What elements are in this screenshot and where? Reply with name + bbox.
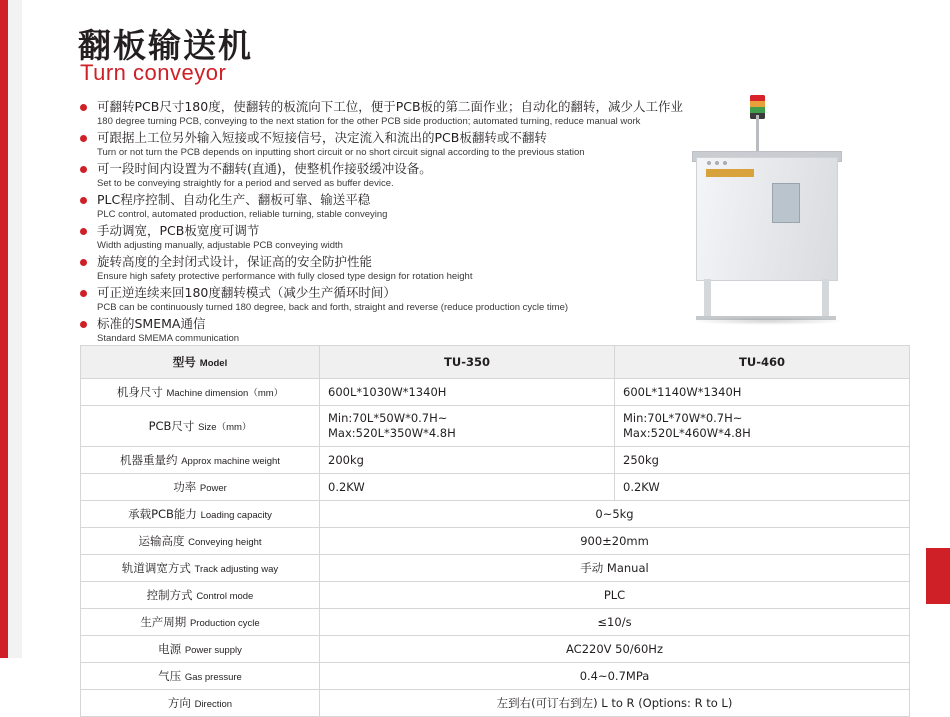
feature-text-cn: 可跟据上工位另外输入短接或不短接信号，决定流入和流出的PCB板翻转或不翻转: [97, 130, 547, 145]
list-item: [80, 316, 740, 345]
feature-text-en: PLC control, automated production, reliable turning, stable conveying: [97, 209, 388, 220]
list-item: [80, 161, 740, 190]
row-label: [81, 406, 320, 447]
row-label-cn: 功率: [173, 480, 197, 494]
row-label-en: Power supply: [184, 645, 242, 656]
row-label: [81, 663, 320, 690]
row-value-merged: 0~5kg: [320, 501, 910, 528]
row-label-en: Control mode: [196, 591, 254, 602]
right-accent-tab: [926, 548, 950, 604]
specification-table: [80, 345, 910, 717]
list-item: [80, 192, 740, 221]
feature-text-cn: 旋转高度的全封闭式设计，保证高的安全防护性能: [97, 254, 373, 269]
list-item: [80, 254, 740, 283]
pcb-size-max-2: Max:520L*460W*4.8H: [623, 426, 751, 440]
table-row: [81, 501, 910, 528]
machine-shadow: [690, 317, 846, 325]
table-header-model-1: TU-350: [320, 346, 615, 379]
row-label-en: Size（mm）: [198, 422, 252, 433]
row-value-model-1: [320, 406, 615, 447]
row-value-merged: PLC: [320, 582, 910, 609]
bullet-dot-icon: [80, 135, 87, 142]
row-value-model-1: 0.2KW: [320, 474, 615, 501]
row-label-en: Track adjusting way: [194, 564, 279, 575]
row-label: [81, 690, 320, 717]
row-label-en: Approx machine weight: [181, 456, 280, 467]
list-item: [80, 99, 740, 128]
row-value-merged: 0.4~0.7MPa: [320, 663, 910, 690]
row-label-cn: 轨道调宽方式: [121, 561, 191, 575]
row-label-en: Direction: [194, 699, 233, 710]
feature-text-cn: 可一段时间内设置为不翻转(直通)，使整机作接驳缓冲设备。: [97, 161, 432, 176]
bullet-dot-icon: [80, 321, 87, 328]
feature-text-en: Standard SMEMA communication: [97, 333, 240, 344]
table-header-row: [81, 346, 910, 379]
row-label-en: Production cycle: [189, 618, 260, 629]
row-label-en: Machine dimension（mm）: [166, 388, 284, 399]
table-header-model-label: [81, 346, 320, 379]
machine-leg-right: [822, 279, 829, 319]
row-value-model-2: [615, 406, 910, 447]
pcb-size-min-2: Min:70L*70W*0.7H~: [623, 411, 743, 425]
row-value-merged: ≤10/s: [320, 609, 910, 636]
page-title-en: Turn conveyor: [80, 60, 227, 85]
table-row: [81, 474, 910, 501]
table-row: [81, 690, 910, 717]
table-row: [81, 406, 910, 447]
row-label-cn: 机器重量约: [120, 453, 178, 467]
row-label: [81, 636, 320, 663]
row-label-en: Conveying height: [188, 537, 262, 548]
row-value-model-2: 0.2KW: [615, 474, 910, 501]
row-label: [81, 528, 320, 555]
row-label-cn: 机身尺寸: [116, 385, 163, 399]
table-row: [81, 582, 910, 609]
row-value-model-1: 200kg: [320, 447, 615, 474]
table-header-model-2: TU-460: [615, 346, 910, 379]
bullet-dot-icon: [80, 290, 87, 297]
feature-text-en: Width adjusting manually, adjustable PCB conveying width: [97, 240, 343, 251]
bullet-dot-icon: [80, 104, 87, 111]
machine-indicator-dot: [723, 161, 727, 165]
table-row: [81, 663, 910, 690]
feature-text-cn: 手动调宽，PCB板宽度可调节: [97, 223, 260, 238]
row-value-model-2: 600L*1140W*1340H: [615, 379, 910, 406]
table-row: [81, 555, 910, 582]
list-item: [80, 130, 740, 159]
feature-text-cn: 可正逆连续来回180度翻转模式（减少生产循环时间）: [97, 285, 396, 300]
machine-indicator-dot: [715, 161, 719, 165]
row-value-merged: 900±20mm: [320, 528, 910, 555]
row-label-en: Gas pressure: [184, 672, 242, 683]
machine-indicator-dot: [707, 161, 711, 165]
pcb-size-max-1: Max:520L*350W*4.8H: [328, 426, 456, 440]
feature-text-cn: 可翻转PCB尺寸180度，使翻转的板流向下工位，便于PCB板的第二面作业；自动化的翻转，减少人工作业: [97, 99, 684, 114]
left-edge-band: [0, 0, 22, 658]
product-photo: [660, 95, 910, 325]
row-label-en: Power: [199, 483, 227, 494]
bullet-dot-icon: [80, 166, 87, 173]
machine-leg-left: [704, 279, 711, 319]
list-item: [80, 223, 740, 252]
table-row: [81, 447, 910, 474]
row-value-model-1: 600L*1030W*1340H: [320, 379, 615, 406]
row-label: [81, 379, 320, 406]
feature-text-en: Ensure high safety protective performance with fully closed type design for rotation height: [97, 271, 473, 282]
row-value-model-2: 250kg: [615, 447, 910, 474]
row-label-cn: 气压: [158, 669, 182, 683]
table-row: [81, 528, 910, 555]
feature-text-en: Turn or not turn the PCB depends on inputting short circuit or no short circuit signal according to the previous station: [97, 147, 585, 158]
feature-text-en: PCB can be continuously turned 180 degree, back and forth, straight and reverse (reduce production cycle time): [97, 302, 569, 313]
row-label-cn: 电源: [158, 642, 182, 656]
row-label-cn: 方向: [167, 696, 191, 710]
pcb-size-min-1: Min:70L*50W*0.7H~: [328, 411, 448, 425]
row-label-cn: 控制方式: [146, 588, 193, 602]
feature-list: [80, 99, 740, 347]
row-label: [81, 555, 320, 582]
machine-control-panel: [772, 183, 800, 223]
row-value-merged: AC220V 50/60Hz: [320, 636, 910, 663]
table-row: [81, 379, 910, 406]
table-row: [81, 636, 910, 663]
machine-nameplate: [706, 169, 754, 177]
bullet-dot-icon: [80, 259, 87, 266]
table-row: [81, 609, 910, 636]
feature-text-en: Set to be conveying straightly for a period and served as buffer device.: [97, 178, 394, 189]
row-value-merged: 手动 Manual: [320, 555, 910, 582]
left-accent-bar: [0, 0, 8, 658]
page-title-cn: 翻板输送机: [78, 26, 253, 65]
row-label-cn: 生产周期: [140, 615, 187, 629]
row-label-en: Loading capacity: [200, 510, 272, 521]
row-label: [81, 501, 320, 528]
feature-text-en: 180 degree turning PCB, conveying to the next station for the other PCB side production; automated turning, reduce manual work: [97, 116, 641, 127]
row-label: [81, 447, 320, 474]
row-value-merged: 左到右(可订右到左) L to R (Options: R to L): [320, 690, 910, 717]
header-label-cn: 型号: [172, 355, 196, 369]
row-label-cn: 承载PCB能力: [128, 507, 197, 521]
row-label-cn: PCB尺寸: [148, 419, 195, 433]
feature-text-cn: 标准的SMEMA通信: [97, 316, 206, 331]
row-label: [81, 582, 320, 609]
lamp-pole: [756, 115, 759, 155]
list-item: [80, 285, 740, 314]
feature-text-cn: PLC程序控制、自动化生产、翻板可靠、输送平稳: [97, 192, 371, 207]
row-label: [81, 474, 320, 501]
bullet-dot-icon: [80, 228, 87, 235]
bullet-dot-icon: [80, 197, 87, 204]
header-label-en: Model: [199, 358, 228, 369]
row-label-cn: 运输高度: [138, 534, 185, 548]
row-label: [81, 609, 320, 636]
